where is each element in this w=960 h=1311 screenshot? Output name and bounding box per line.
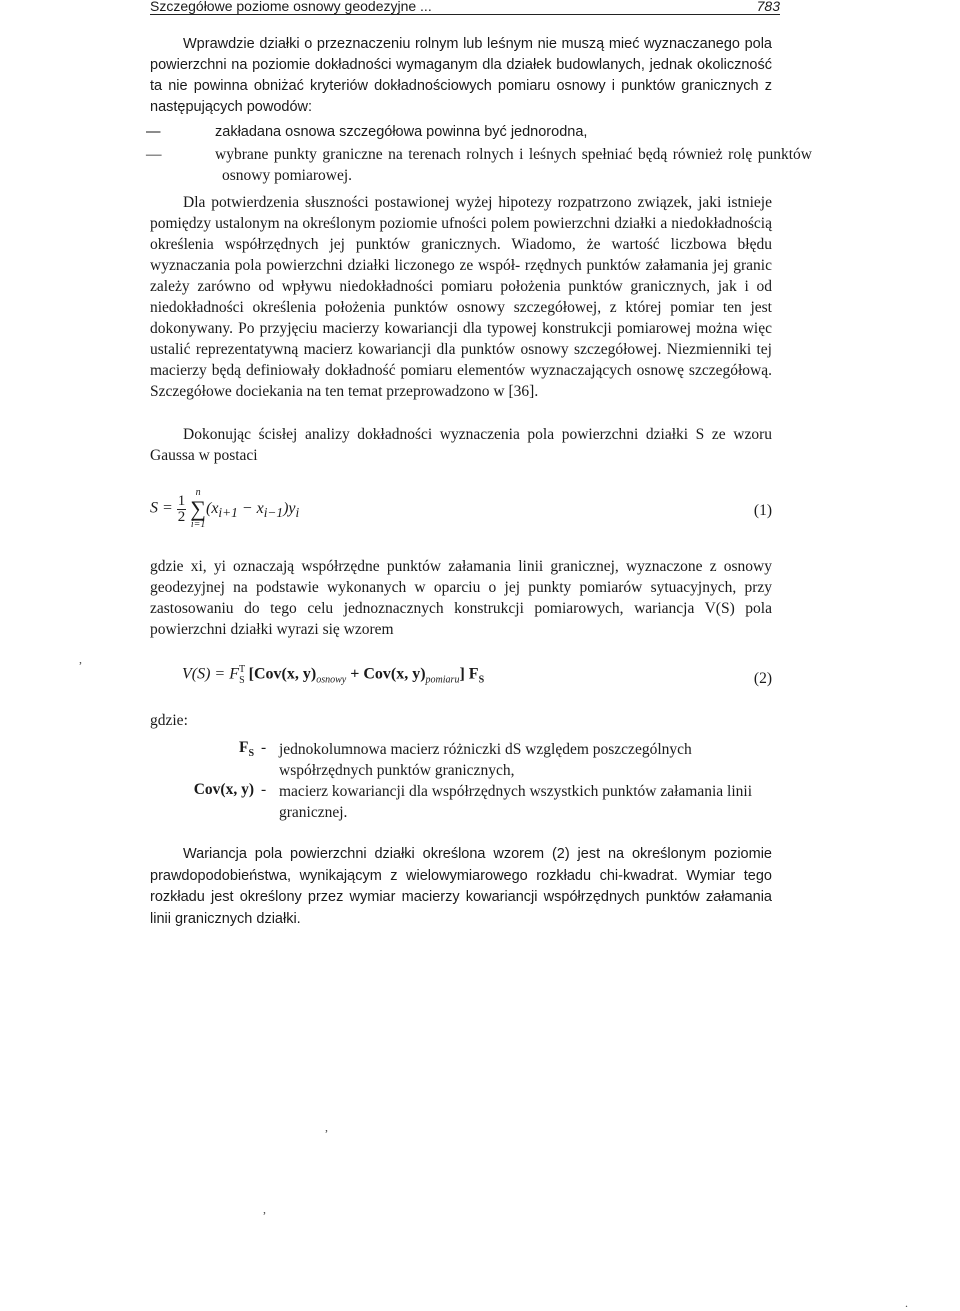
definition-term: $F_S$ [238,739,254,760]
equation-number: (2) [753,670,772,687]
definition-dash: - [261,781,267,798]
running-title: Szczegółowe poziome osnowy geodezyjne ... [150,0,432,14]
stray-mark: , [79,652,82,666]
paragraph-intro: Wprawdzie działki o przeznaczeniu rolnym lub leśnym nie muszą mieć wyznaczanego pola powierzchni na poziomie dokładności wymaganym dla działek budowlanych, jednak okoliczność ta nie powinna obniżać kryteriów dokładnościowych pomiaru osnowy i punktów granicznych z następujących powodów: [150,36,772,115]
paragraph-gauss: Dokonując ścisłej analizy dokładności wyznaczenia pola powierzchni działki S ze wzoru Gaussa w postaci [150,426,772,464]
paragraph-hypothesis: Dla potwierdzenia słuszności postawionej wyżej hipotezy rozpatrzono związek, jaki istnieje pomiędzy ustalonym na określonym poziomie ufności polem powierzchni działki a niedokładnością określenia współrzędnych jej punktów granicznych. Wiadomo, że wartość liczbowa błędu wyznaczania pola powierzchni działki liczonego ze współ- rzędnych punktów załamania jej granic zależy zarówno od wpływu niedokładności pomiaru położenia punktów granicznych, jak i od niedokładności określenia położenia punktów osnowy szczegółowej, z której pomiar ten jest dokonywany. Po przyjęciu macierzy kowariancji dla typowej konstrukcji pomiarowej można więc ustalić reprezentatywną macierz kowariancji dla punktów osnowy szczegółowej. Niezmienniki tej macierzy będą definiowały dokładność pomiaru elementów wyznaczających osnowę szczegółową. Szczegółowe dociekania na ten temat przeprowadzono w [36]. [150,194,772,400]
sum-sign-icon: n ∑ i=1 [190,487,206,530]
list-item [146,144,812,186]
list-item-text: zakładana osnowa szczegółowa powinna być jednorodna, [215,124,588,140]
running-header [150,0,780,15]
list-item-text: wybrane punkty graniczne na terenach rolnych i leśnych spełniać będą również rolę punktów osnowy pomiarowej. [215,146,812,184]
equation-number: (1) [753,502,772,519]
page-number: 783 [756,0,780,14]
dash-bullet: — [146,124,161,140]
definition-text: jednokolumnowa macierz różniczki dS względem poszczególnych współrzędnych punktów granicznych, [279,741,692,779]
eq1-fraction: $\frac{1}{2}$ [177,492,186,525]
paragraph-chi-square: Wariancja pola powierzchni działki określona wzorem (2) jest na określonym poziomie prawdopodobieństwa, wynikającym z wielowymiarowego rozkładu chi-kwadrat. Wymiar tego rozkładu jest określony przez wymiar macierzy kowariancji współrzędnych punktów załamania linii granicznych działki. [150,846,772,927]
stray-mark: , [263,1202,266,1216]
equation-2 [150,664,772,694]
definition-term: Cov(x, y) [193,781,254,798]
eq2-body: $V(S) = F^T_S$ [Cov(x, $y)_{osnowy} + Cov(x$, $y)_{pomiaru}$] $F_S$ [182,664,485,686]
list-item [146,122,812,143]
equation-1 [150,488,772,532]
paragraph-variance-intro: gdzie xi, yi oznaczają współrzędne punktów załamania linii granicznej, wyznaczone z osnowy geodezyjnej na podstawie wykonanych w oparciu o jej punkty pomiarów sytuacyjnych, przy zastosowaniu do tego celu jednoznacznych konstrukcji pomiarowych, wariancja V(S) pola powierzchni działki wyrazi się wzorem [150,558,772,638]
eq1-body: $(x_{i+1} - x_{i-1})y_i$ [205,499,300,520]
stray-mark: , [325,1120,328,1134]
eq1-lhs: S = [150,499,173,517]
definitions-label: gdzie: [150,712,188,729]
stray-mark: . [905,1296,908,1310]
definition-text: macierz kowariancji dla współrzędnych wszystkich punktów załamania linii granicznej. [279,783,753,821]
dash-bullet: — [146,146,162,163]
definition-dash: - [261,739,267,756]
